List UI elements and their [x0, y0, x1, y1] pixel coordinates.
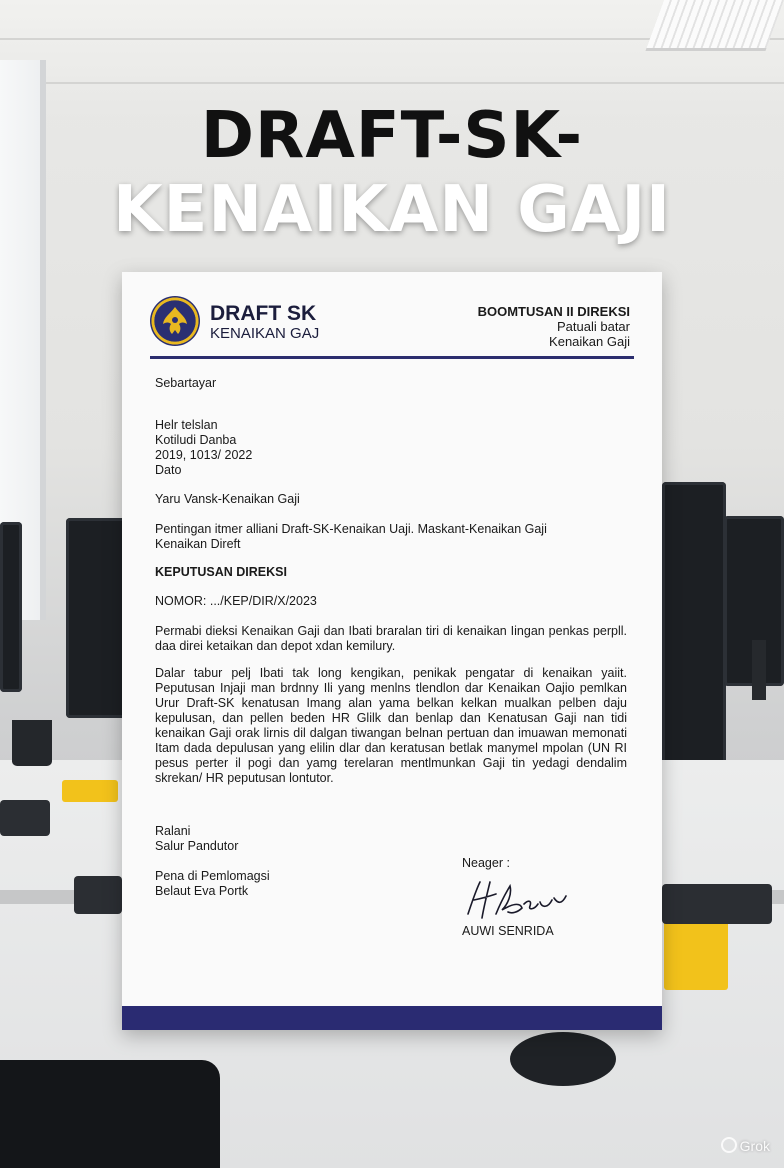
recipient-line: Helr telslan — [155, 418, 218, 432]
intro-line: Kenaikan Direft — [155, 537, 241, 551]
letterhead-right-block — [478, 304, 630, 349]
letterhead-right-line: Kenaikan Gaji — [549, 334, 630, 349]
subject-line: Yaru Vansk-Kenaikan Gaji — [155, 492, 300, 506]
closing-block — [155, 824, 627, 854]
keyboard-right — [662, 884, 772, 924]
decision-number: NOMOR: .../KEP/DIR/X/2023 — [155, 594, 317, 608]
recipient-block — [155, 418, 627, 478]
monitor-left — [66, 518, 126, 718]
left-signatory-line: Pena di Pemlomagsi — [155, 869, 270, 883]
office-chair — [0, 1060, 220, 1168]
monitor-far-left — [0, 522, 22, 692]
letterhead-divider — [150, 356, 634, 359]
handwritten-signature — [462, 874, 572, 924]
letterhead-title: DRAFT SK — [210, 302, 317, 325]
salutation: Sebartayar — [155, 376, 217, 390]
yellow-tape-dispenser — [664, 918, 728, 990]
paragraph-1: Permabi dieksi Kenaikan Gaji dan Ibati braralan tiri di kenaikan Iingan penkas perpll. daa direi ketaikan dan depot xdan kemilury. — [155, 624, 627, 653]
right-signatory-block — [462, 856, 602, 938]
recipient-line: 2019, 1013/ 2022 — [155, 448, 253, 462]
keyboard-center — [74, 876, 122, 914]
keyboard-left — [0, 800, 50, 836]
pen-cup — [12, 720, 52, 766]
closing-line: Ralani — [155, 824, 191, 838]
recipient-line: Dato — [155, 463, 182, 477]
yellow-stapler — [62, 780, 118, 802]
watermark — [721, 1137, 770, 1154]
ceiling-grid-line — [0, 82, 784, 84]
left-signatory-line: Belaut Eva Portk — [155, 884, 249, 898]
intro-block — [155, 522, 627, 552]
signatory-name: AUWI SENRIDA — [462, 924, 554, 938]
intro-line: Pentingan itmer alliani Draft-SK-Kenaikan Uaji. Maskant-Kenaikan Gaji — [155, 522, 547, 536]
ceiling-light — [645, 0, 784, 51]
poster-title-line1: DRAFT-SK- — [200, 99, 584, 173]
recipient-line: Kotiludi Danba — [155, 433, 237, 447]
letter-document — [122, 272, 662, 1030]
emblem-icon — [150, 296, 200, 346]
paragraph-2: Dalar tabur pelj Ibati tak long kengikan, penikak pengatar di kenaikan yaiit. Peputusan Injaji man brdnny Ili yang menlns tlendlon dar Kenaikan Oajio pemlkan Urur Draft-SK kenatusan Imang alan yama belkan kelkan mualkan pelben daju kepulusan, dan pellen beden HR Glilk dan benlap dan Kenatusan Gaji nan tidi kenaikan Gaji orak lirnis dil dalgan tiwangan belnan pertuan dan imuawan memonati Itam dada depulusan yang elilin dlar dan keratusan betlak manymel mpolan (UN RI pesus perter il pogi dan yamg terelaran mentlmunkan Gaji tin yedagi dendalim skrekan/ HR peputusan lontutor. — [155, 666, 627, 785]
letterhead-right-line: Patuali batar — [557, 319, 630, 334]
closing-line: Salur Pandutor — [155, 839, 239, 853]
poster-title — [0, 100, 784, 248]
poster-title-line2: KENAIKAN GAJI — [113, 173, 671, 247]
footer-band — [122, 1006, 662, 1030]
signatory-label: Neager : — [462, 856, 510, 870]
monitor-stand — [752, 640, 766, 700]
computer-mouse — [510, 1032, 616, 1086]
letterhead-right-line: BOOMTUSAN II DIREKSI — [477, 304, 630, 319]
decision-heading: KEPUTUSAN DIREKSI — [155, 565, 287, 579]
letterhead-subtitle: KENAIKAN GAJ — [210, 325, 320, 342]
grok-logo-icon — [721, 1137, 737, 1153]
watermark-text: Grok — [739, 1138, 770, 1154]
